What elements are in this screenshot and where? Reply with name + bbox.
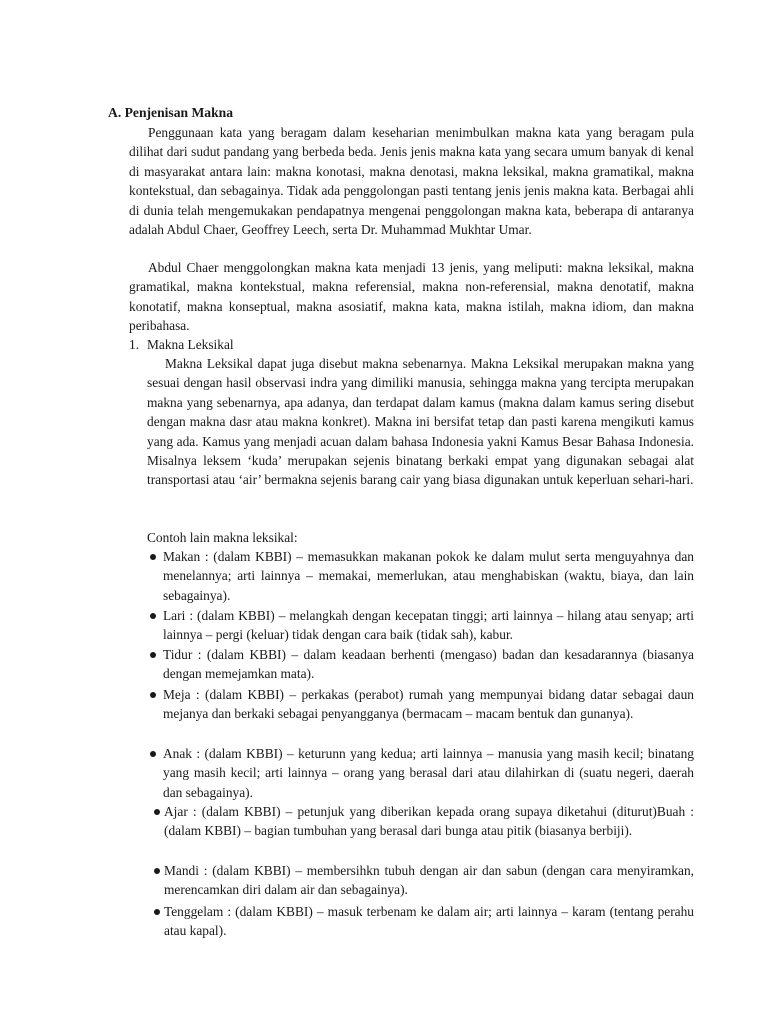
section-heading: A. Penjenisan Makna — [108, 105, 233, 120]
bullet-icon — [154, 868, 160, 874]
list-item-text: Lari : (dalam KBBI) – melangkah dengan kecepatan tinggi; arti lainnya – hilang atau senyap; arti lainnya – pergi (keluar) tidak dengan cara baik (tidak sah), kabur. — [163, 608, 694, 643]
bullet-icon — [154, 909, 160, 915]
lexical-meaning-paragraph-text: Makna Leksikal dapat juga disebut makna sebenarnya. Makna Leksikal merupakan makna yang sesuai dengan hasil observasi indra yang dimiliki manusia, sehingga makna yang tercipta merupakan makna yang sebenarnya, apa adanya, dan terdapat dalam kamus (makna dalam kamus sering disebut dengan makna dasr atau makna konkret). Makna ini bersifat tetap dan pasti karena mengikuti kamus yang ada. Kamus yang menjadi acuan dalam bahasa Indonesia yakni Kamus Besar Bahasa Indonesia. Misalnya leksem ‘kuda’ merupakan sejenis binatang berkaki empat yang digunakan sebagai alat transportasi atau ‘air’ bermakna sejenis barang cair yang biasa digunakan untuk keperluan sehari-hari. — [147, 356, 694, 488]
examples-title: Contoh lain makna leksikal: — [147, 530, 298, 545]
list-item-text: Ajar : (dalam KBBI) – petunjuk yang diberikan kepada orang supaya diketahui (diturut)Buah : (dalam KBBI) – bagian tumbuhan yang berasal dari bunga atau pitik (biasanya berbiji). — [164, 804, 694, 839]
subsection-title: Makna Leksikal — [147, 337, 234, 352]
lexical-meaning-paragraph — [147, 354, 694, 490]
bullet-icon — [150, 652, 156, 658]
bullet-icon — [150, 692, 156, 698]
intro-paragraph-text: Penggunaan kata yang beragam dalam keseharian menimbulkan makna kata yang beragam pula dilihat dari sudut pandang yang berbeda beda. Jenis jenis makna kata yang secara umum banyak di kenal di masyarakat antara lain: makna konotasi, makna denotasi, makna leksikal, makna gramatikal, makna kontekstual, dan sebagainya. Tidak ada penggolongan pasti tentang jenis jenis makna kata. Berbagai ahli di dunia telah mengemukakan pendapatnya mengenai penggolongan makna kata, beberapa di antaranya adalah Abdul Chaer, Geoffrey Leech, serta Dr. Muhammad Mukhtar Umar. — [129, 125, 694, 238]
bullet-icon — [150, 554, 156, 560]
bullet-icon — [154, 809, 160, 815]
subsection-number: 1. — [129, 337, 140, 352]
classification-paragraph-text: Abdul Chaer menggolongkan makna kata menjadi 13 jenis, yang meliputi: makna leksikal, makna gramatikal, makna kontekstual, makna referensial, makna non-referensial, makna denotatif, makna konotatif, makna konseptual, makna asosiatif, makna kata, makna istilah, makna idiom, dan makna peribahasa. — [129, 260, 694, 334]
list-item-text: Anak : (dalam KBBI) – keturunn yang kedua; arti lainnya – manusia yang masih kecil; binatang yang masih kecil; arti lainnya – orang yang berasal dari atau dilahirkan di (suatu negeri, daerah dan sebagainya). — [163, 746, 694, 800]
list-item-text: Tidur : (dalam KBBI) – dalam keadaan berhenti (mengaso) badan dan kesadarannya (biasanya dengan memejamkan mata). — [163, 647, 694, 682]
intro-paragraph — [129, 123, 694, 239]
list-item-text: Meja : (dalam KBBI) – perkakas (perabot) rumah yang mempunyai bidang datar sebagai daun mejanya dan berkaki sebagai penyangganya (bermacam – macam bentuk dan gunanya). — [163, 687, 694, 722]
classification-paragraph — [129, 258, 694, 336]
list-item-text: Makan : (dalam KBBI) – memasukkan makanan pokok ke dalam mulut serta menguyahnya dan menelannya; arti lainnya – memakai, memerlukan, atau menghabiskan (waktu, biaya, dan lain sebagainya). — [163, 549, 694, 603]
bullet-icon — [150, 613, 156, 619]
list-item-text: Tenggelam : (dalam KBBI) – masuk terbenam ke dalam air; arti lainnya – karam (tentang perahu atau kapal). — [164, 904, 694, 939]
bullet-icon — [150, 751, 156, 757]
subsection-heading — [129, 335, 234, 354]
list-item-text: Mandi : (dalam KBBI) – membersihkn tubuh dengan air dan sabun (dengan cara menyiramkan, merencamkan diri dalam air dan sebagainya). — [164, 863, 694, 898]
